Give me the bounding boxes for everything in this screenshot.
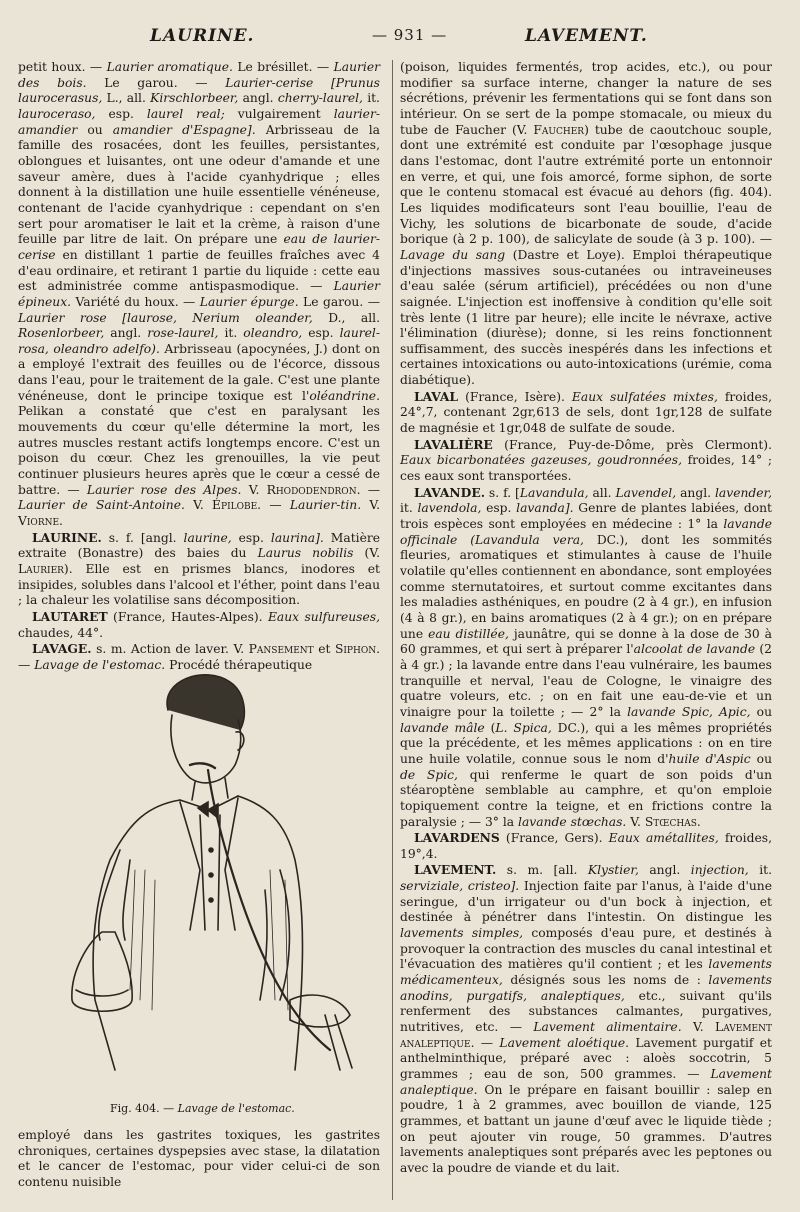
- entry-laurine: LAURINE. s. f. [angl. laurine, esp. laurina]. Matière extraite (Bonastre) des baies du Laurus nobilis (V. Laurier). Elle est en prismes blancs, inodores et insipides, solubles dans l'alcool et l'éther, point dans l'eau ; la chaleur les volatilise sans décomposition.: [18, 529, 381, 608]
- column-divider: [392, 60, 393, 1200]
- entry-lavaliere: LAVALIÈRE (France, Puy-de-Dôme, près Clermont). Eaux bicarbonatées gazeuses, goudronnées, froides, 14° ; ces eaux sont transportées.: [400, 436, 772, 484]
- entry-lavement: LAVEMENT. s. m. [all. Klystier, angl. injection, it. serviziale, cristeo]. Injection faite par l'anus, à l'aide d'une seringue, d'un irrigateur ou d'un bock à injection, et destinée à pénétrer dans l'intestin. On distingue les lavements simples, composés d'eau pure, et destinés à provoquer la contraction des muscles du canal intestinal et l'évacuation des matières qu'il contient ; et les lavements médicamenteux, désignés sous les noms de : lavements anodins, purgatifs, analeptiques, etc., suivant qu'ils renferment des substances calmantes, purgatives, nutritives, etc. — Lavement alimentaire. V. Lavement analeptique. — Lavement aloétique. Lavement purgatif et anthelminthique, préparé avec : aloès soccotrin, 5 grammes ; eau de son, 500 grammes. — Lavement analeptique. On le prépare en faisant bouillir : salep en poudre, 1 à 2 grammes, avec bouillon de viande, 125 grammes, et battant un jaune d'œuf avec le liquide tiède ; on peut ajouter vin rouge, 50 grammes. D'autres lavements analeptiques sont préparés avec les peptones ou avec la poudre de viande et du lait.: [400, 862, 772, 1175]
- entry-lavage-continued: employé dans les gastrites toxiques, les gastrites chroniques, certaines dyspepsies avec stase, la dilatation et le cancer de l'estomac, pour vider celui-ci de son contenu nuisible: [18, 1128, 380, 1189]
- left-column: [18, 60, 380, 674]
- page-number: — 931 —: [372, 26, 448, 44]
- entry-lavande: LAVANDE. s. f. [Lavandula, all. Lavendel, angl. lavender, it. lavendola, esp. lavanda]. Genre de plantes labiées, dont trois espèces sont employées en médecine : 1° la lavande officinale (Lavandula vera, DC.), dont les sommités fleuries, aromatiques et stimulantes à cause de l'huile volatile qu'elles contiennent en abondance, sont employées comme sternutatoires, et surtout comme excitantes dans les maladies asthéniques, en poudre (2 à 4 gr.), en infusion (4 à 8 gr.), en bains aromatiques (2 à 4 gr.); on en prépare une eau distillée, jaunâtre, qui se donne à la dose de 30 à 60 grammes, et qui sert à préparer l'alcoolat de lavande (2 à 4 gr.) ; la lavande entre dans l'eau vulnéraire, les baumes tranquille et nerval, l'eau de Cologne, le vinaigre des quatre voleurs, etc. ; on en fait une eau-de-vie et un vinaigre pour la toilette ; — 2° la lavande Spic, Apic, ou lavande mâle (L. Spica, DC.), qui a les mêmes propriétés que la précédente, et les mêmes applications : on en tire une huile volatile, connue sous le nom d'huile d'Aspic ou de Spic, qui renferme le quart de son poids d'un stéaroptène semblable au camphre, et qu'on emploie topiquement contre la teigne, et en frictions contre la paralysie ; — 3° la lavande stœchas. V. Stœchas.: [400, 484, 773, 829]
- entry-lavage-continued-right: (poison, liquides fermentés, trop acides, etc.), ou pour modifier sa surface interne, changer la nature de ses sécrétions, prévenir les fermentations qui se font dans son intérieur. On se sert de la pompe stomacale, ou mieux du tube de Faucher (V. Faucher) tube de caoutchouc souple, dont une extrémité est conduite par l'œsophage jusque dans l'estomac, dont l'autre extrémité porte un entonnoir en verre, et qui, une fois amorcé, forme siphon, de sorte que le contenu stomacal est évacué au dehors (fig. 404). Les liquides modificateurs sont l'eau bouillie, l'eau de Vichy, les solutions de bicarbonate de soude, d'acide borique (à 2 p. 100), de salicylate de soude (à 3 p. 100). — Lavage du sang (Dastre et Loye). Emploi thérapeutique d'injections massives sous-cutanées ou intraveineuses d'eau salée (sérum artificiel), précédées ou non d'une saignée. L'injection est inoffensive à condition qu'elle soit très lente (1 litre par heure); elle incite le névraxe, active l'élimination (diurèse); donne, si les reins fonctionnent suffisamment, des succès inespérés dans les infections et certaines intoxications ou auto-intoxications (urémie, coma diabétique).: [400, 60, 773, 388]
- header-right-word: LAVEMENT.: [525, 26, 648, 46]
- figure-caption: Fig. 404. — Lavage de l'estomac.: [110, 1102, 295, 1115]
- right-column: [400, 60, 772, 1177]
- entry-lavage: LAVAGE. s. m. Action de laver. V. Pansement et Siphon. — Lavage de l'estomac. Procédé thérapeutique: [18, 641, 380, 672]
- running-header: [0, 20, 800, 52]
- left-column-bottom: [18, 1128, 380, 1191]
- entry-laurier-continued: petit houx. — Laurier aromatique. Le brésillet. — Laurier des bois. Le garou. — Laurier-cerise [Prunus laurocerasus, L., all. Kirschlorbeer, angl. cherry-laurel, it. lauroceraso, esp. laurel real; vulgairement laurier-amandier ou amandier d'Espagne]. Arbrisseau de la famille des rosacées, dont les feuilles, persistantes, oblongues et luisantes, ont une odeur d'amande et une saveur amère, dues à l'acide cyanhydrique ; elles donnent à la distillation une huile essentielle vénéneuse, contenant de l'acide cyanhydrique : cependant on s'en sert pour aromatiser le lait et la crème, à raison d'une feuille par litre de lait. On prépare une eau de laurier-cerise en distillant 1 partie de feuilles fraîches avec 4 d'eau ordinaire, et retirant 1 partie du liquide : cette eau est administrée comme antispasmodique. — Laurier épineux. Variété du houx. — Laurier épurge. Le garou. — Laurier rose [laurose, Nerium oleander, D., all. Rosenlorbeer, angl. rose-laurel, it. oleandro, esp. laurel-rosa, oleandro adelfo). Arbrisseau (apocynées, J.) dont on a employé l'extrait des feuilles ou de l'écorce, dissous dans l'eau, pour le traitement de la gale. C'est une plante vénéneuse, dont le principe toxique est l'oléandrine. Pelikan a constaté que c'est en paralysant les mouvements du cœur qu'elle détermine la mort, les autres muscles restant actifs longtemps encore. C'est un poison du cœur. Chez les grenouilles, la vie peut continuer plusieurs heures après que le cœur a cessé de battre. — Laurier rose des Alpes. V. Rhododendron. — Laurier de Saint-Antoine. V. Épilobe. — Laurier-tin. V. Viorne.: [18, 60, 381, 529]
- figure-stomach-lavage-illustration: [40, 670, 360, 1090]
- entry-laval: LAVAL (France, Isère). Eaux sulfatées mixtes, froides, 24°,7, contenant 2gr,613 de sels, dont 1gr,128 de sulfate de magnésie et 1gr,048 de sulfate de soude.: [400, 388, 772, 436]
- engraving-man-with-siphon: [40, 670, 360, 1090]
- entry-lavardens: LAVARDENS (France, Gers). Eaux amétallites, froides, 19°,4.: [400, 830, 772, 861]
- header-left-word: LAURINE.: [150, 26, 255, 46]
- entry-lautaret: LAUTARET (France, Hautes-Alpes). Eaux sulfureuses, chaudes, 44°.: [18, 608, 380, 640]
